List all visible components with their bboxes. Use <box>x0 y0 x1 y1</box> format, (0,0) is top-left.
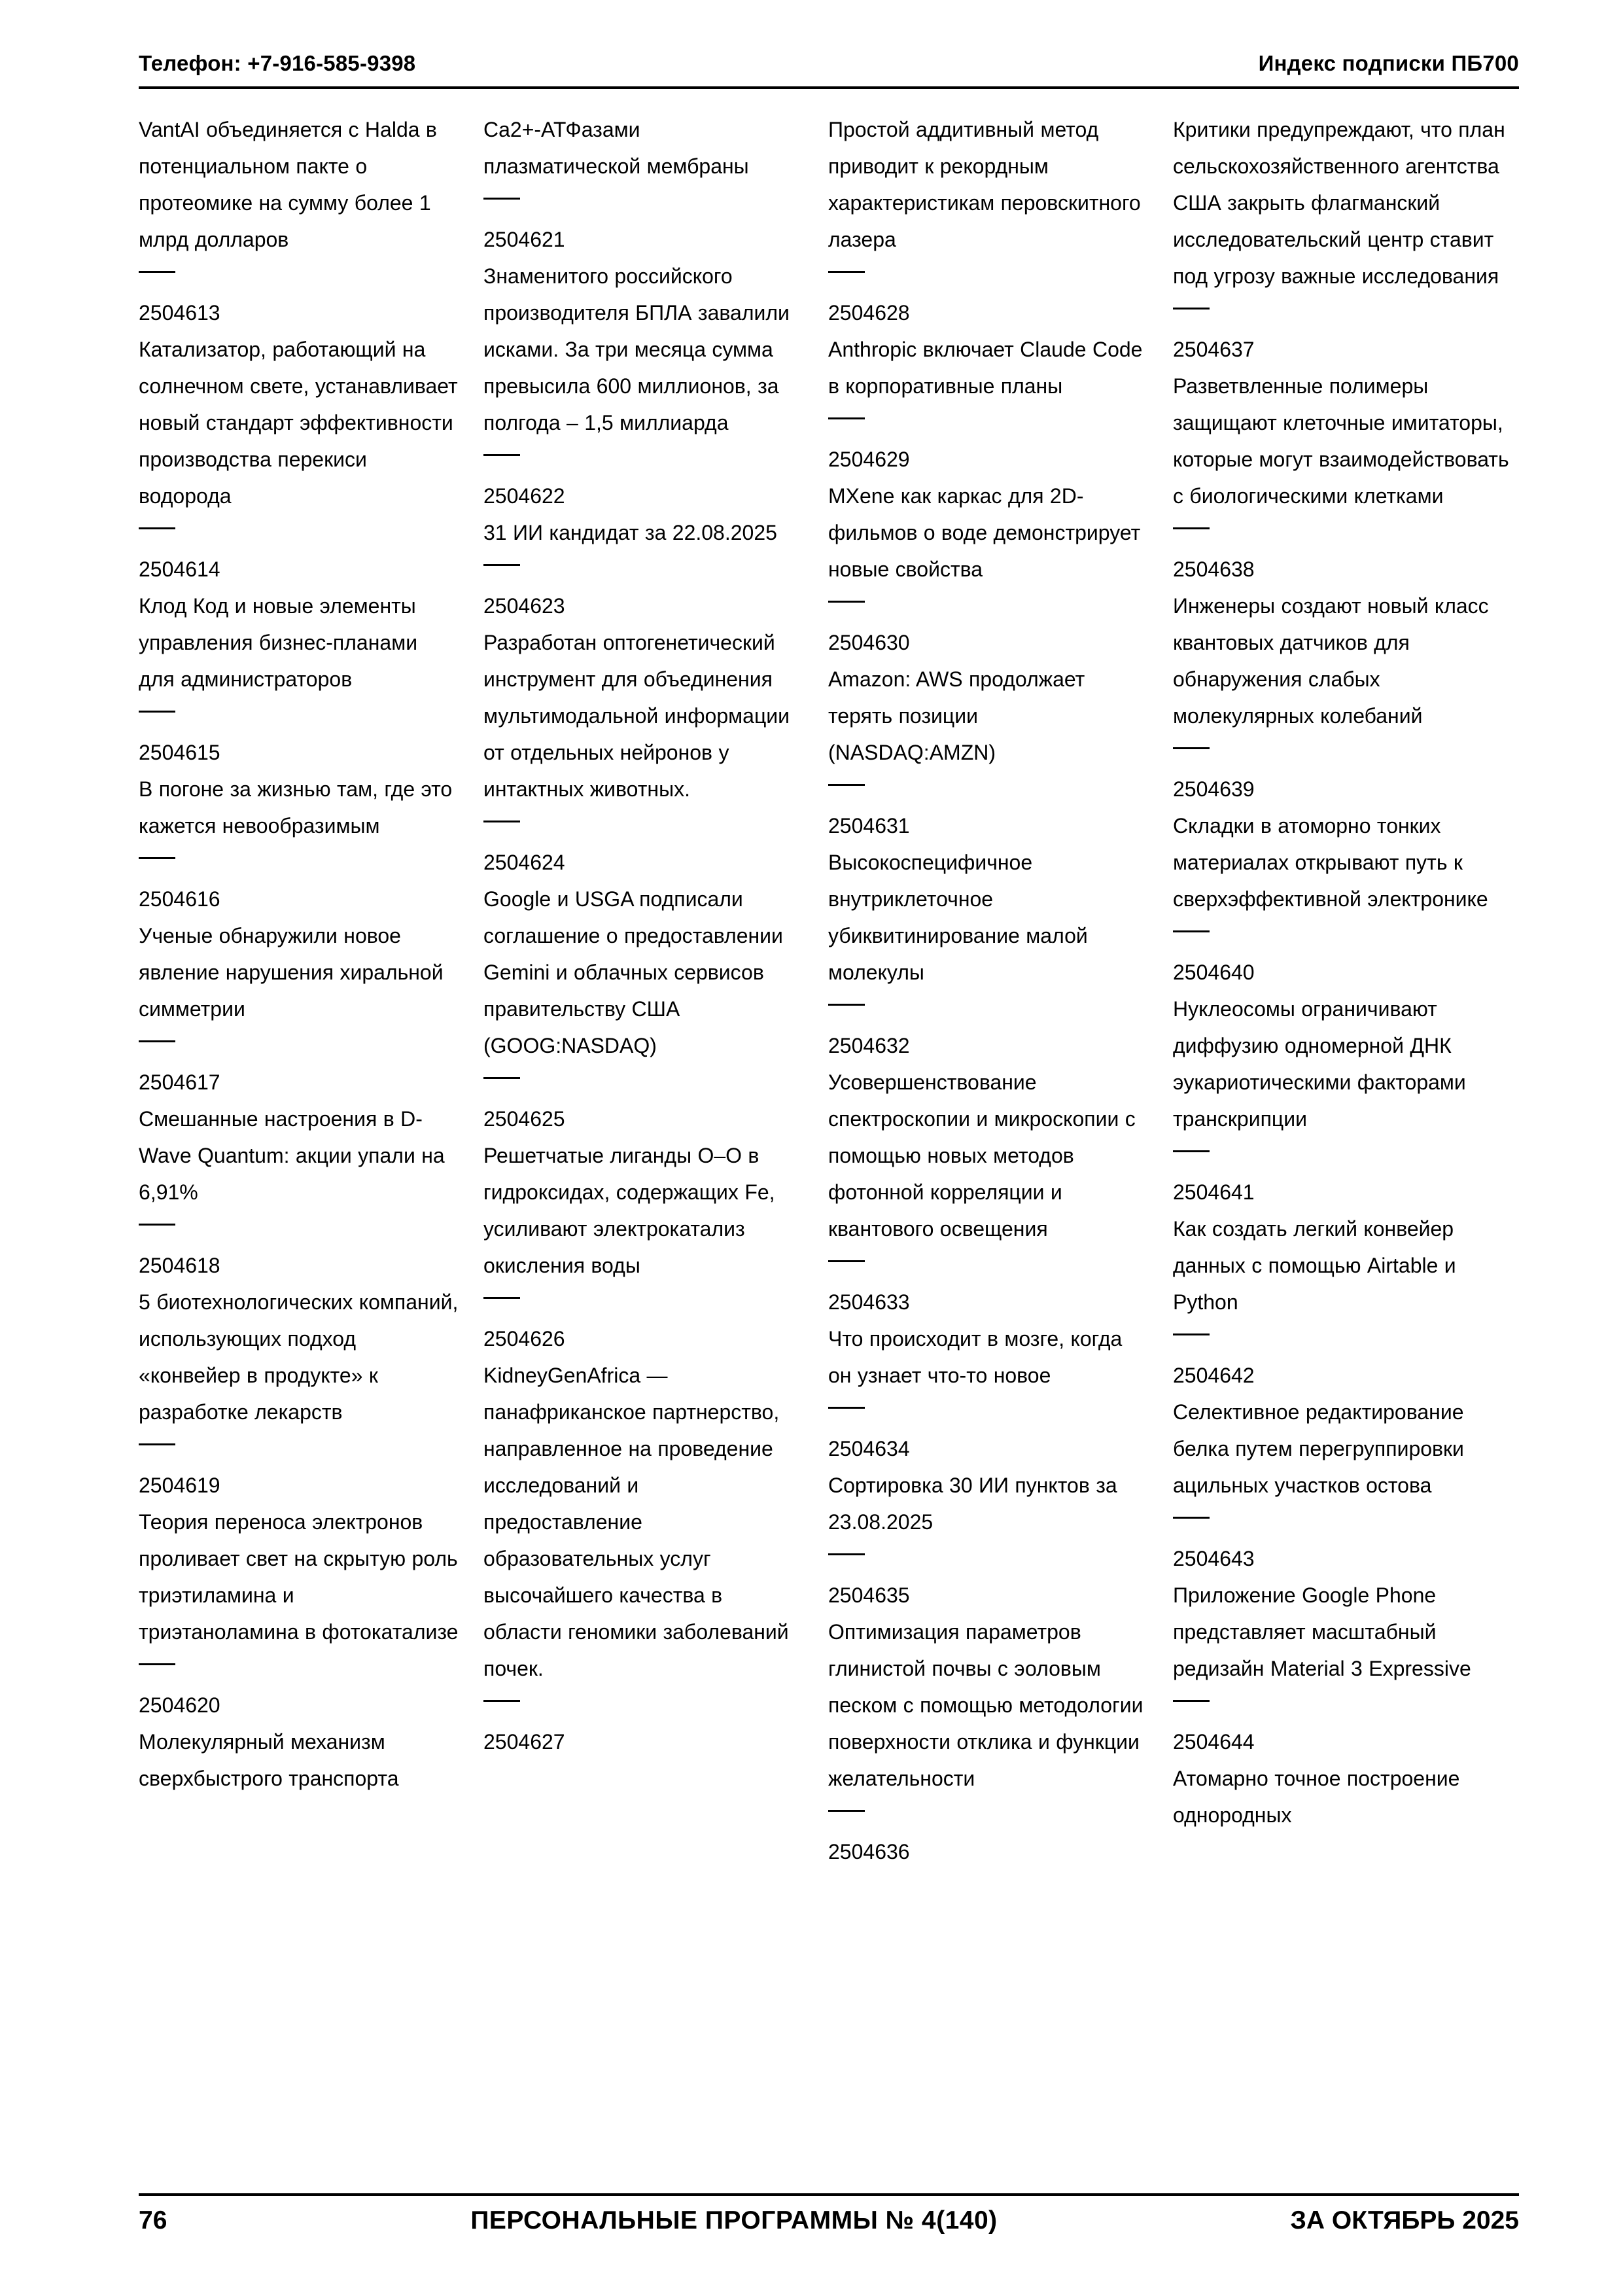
entry-id: 2504644 <box>1173 1730 1255 1754</box>
article-column <box>483 111 828 2166</box>
entry-title: Ученые обнаружили новое явление нарушения хиральной симметрии <box>139 924 444 1021</box>
entry-separator <box>828 1540 1148 1577</box>
header-subscription-index: Индекс подписки ПБ700 <box>1258 51 1519 75</box>
footer-divider <box>139 2193 1519 2196</box>
entry-separator <box>483 1687 803 1723</box>
entry-separator <box>828 1797 1148 1833</box>
entry-id: 2504643 <box>1173 1547 1255 1570</box>
entry-id: 2504626 <box>483 1327 565 1351</box>
entry-separator <box>828 258 1148 294</box>
entry-id: 2504640 <box>1173 961 1255 984</box>
entry-title: Google и USGA подписали соглашение о предоставлении Gemini и облачных сервисов правительству США (GOOG:NASDAQ) <box>483 887 783 1057</box>
entry-id: 2504619 <box>139 1474 220 1497</box>
entry-title: Amazon: AWS продолжает терять позиции (NASDAQ:AMZN) <box>828 667 1085 764</box>
article-column <box>1173 111 1518 2166</box>
entry-separator <box>1173 734 1518 771</box>
entry-separator <box>828 1247 1148 1284</box>
entry-title: Приложение Google Phone представляет масштабный редизайн Material 3 Expressive <box>1173 1583 1471 1680</box>
entry-id: 2504641 <box>1173 1180 1255 1204</box>
article-column <box>139 111 483 2166</box>
entry-title: В погоне за жизнью там, где это кажется невообразимым <box>139 777 453 838</box>
header-divider <box>139 86 1519 89</box>
page-header <box>139 51 1519 76</box>
entry-id: 2504637 <box>1173 338 1255 361</box>
entry-title: Теория переноса электронов проливает свет на скрытую роль триэтиламина и триэтаноламина в фотокатализе <box>139 1510 459 1644</box>
entry-separator <box>1173 1137 1518 1174</box>
entry-separator <box>828 771 1148 807</box>
entry-separator <box>828 588 1148 624</box>
entry-title: Катализатор, работающий на солнечном свете, устанавливает новый стандарт эффективности производства перекиси водорода <box>139 338 458 508</box>
entry-separator <box>483 185 803 221</box>
entry-separator <box>483 1064 803 1101</box>
entry-separator <box>139 1027 459 1064</box>
entry-id: 2504618 <box>139 1254 220 1277</box>
entry-title: Что происходит в мозге, когда он узнает что-то новое <box>828 1327 1123 1387</box>
entry-separator <box>139 698 459 734</box>
entry-title: MXene как каркас для 2D-фильмов о воде демонстрирует новые свойства <box>828 484 1141 581</box>
entry-title: Критики предупреждают, что план сельскохозяйственного агентства США закрыть флагманский исследовательский центр ставит под угрозу важные исследования <box>1173 118 1505 288</box>
entry-title: Селективное редактирование белка путем перегруппировки ацильных участков остова <box>1173 1400 1464 1497</box>
entry-id: 2504635 <box>828 1583 910 1607</box>
entry-id: 2504614 <box>139 557 220 581</box>
entry-title: Нуклеосомы ограничивают диффузию одномерной ДНК эукариотическими факторами транскрипции <box>1173 997 1466 1131</box>
entry-id: 2504633 <box>828 1290 910 1314</box>
entry-id: 2504634 <box>828 1437 910 1460</box>
entry-separator <box>139 1650 459 1687</box>
header-phone: Телефон: +7-916-585-9398 <box>139 51 416 75</box>
entry-id: 2504620 <box>139 1693 220 1717</box>
entry-separator <box>1173 514 1518 551</box>
entry-id: 2504613 <box>139 301 220 325</box>
entry-title: VantAI объединяется с Halda в потенциальном пакте о протеомике на сумму более 1 млрд долларов <box>139 118 437 251</box>
entry-id: 2504632 <box>828 1034 910 1057</box>
entry-title: 31 ИИ кандидат за 22.08.2025 <box>483 521 777 544</box>
entry-id: 2504629 <box>828 448 910 471</box>
entry-title: Усовершенствование спектроскопии и микроскопии с помощью новых методов фотонной корреляции и квантового освещения <box>828 1070 1136 1241</box>
entry-separator <box>828 1394 1148 1430</box>
entry-separator <box>1173 294 1518 331</box>
entry-id: 2504622 <box>483 484 565 508</box>
entry-separator <box>828 991 1148 1027</box>
article-column <box>828 111 1173 2166</box>
page-footer <box>139 2206 1519 2235</box>
entry-id: 2504628 <box>828 301 910 325</box>
entry-separator <box>139 258 459 294</box>
entry-title: KidneyGenAfrica — панафриканское партнерство, направленное на проведение исследований и предоставление образовательных услуг высочайшего качества в области геномики заболеваний почек. <box>483 1364 789 1680</box>
entry-title: Разветвленные полимеры защищают клеточные имитаторы, которые могут взаимодействовать с биологическими клетками <box>1173 374 1509 508</box>
entry-title: Складки в атоморно тонких материалах открывают путь к сверхэффективной электронике <box>1173 814 1488 911</box>
entry-separator <box>483 807 803 844</box>
entry-title: Как создать легкий конвейер данных с помощью Airtable и Python <box>1173 1217 1456 1314</box>
entry-title: Инженеры создают новый класс квантовых датчиков для обнаружения слабых молекулярных колебаний <box>1173 594 1489 728</box>
entry-separator <box>1173 917 1518 954</box>
entry-id: 2504627 <box>483 1730 565 1754</box>
entry-id: 2504636 <box>828 1840 910 1863</box>
entry-title: Высокоспецифичное внутриклеточное убиквитинирование малой молекулы <box>828 851 1088 984</box>
entry-separator <box>483 441 803 478</box>
entry-id: 2504616 <box>139 887 220 911</box>
entry-title: Атомарно точное построение однородных <box>1173 1767 1460 1827</box>
footer-journal-title: ПЕРСОНАЛЬНЫЕ ПРОГРАММЫ № 4(140) <box>470 2206 998 2234</box>
entry-separator <box>828 404 1148 441</box>
entry-separator <box>1173 1504 1518 1540</box>
entry-id: 2504639 <box>1173 777 1255 801</box>
entry-title: Клод Код и новые элементы управления бизнес-планами для администраторов <box>139 594 418 691</box>
footer-page-number: 76 <box>139 2206 167 2234</box>
entry-id: 2504638 <box>1173 557 1255 581</box>
entry-id: 2504631 <box>828 814 910 838</box>
entry-title: Решетчатые лиганды O–O в гидроксидах, содержащих Fe, усиливают электрокатализ окисления воды <box>483 1144 775 1277</box>
entry-separator <box>483 551 803 588</box>
entry-id: 2504615 <box>139 741 220 764</box>
entry-separator <box>1173 1320 1518 1357</box>
entry-title: Знаменитого российского производителя БПЛА завалили исками. За три месяца сумма превысила 600 миллионов, за полгода – 1,5 миллиарда <box>483 264 790 434</box>
entry-title: Разработан оптогенетический инструмент для объединения мультимодальной информации от отдельных нейронов у интактных животных. <box>483 631 790 801</box>
entry-id: 2504617 <box>139 1070 220 1094</box>
entry-id: 2504630 <box>828 631 910 654</box>
footer-issue-date: ЗА ОКТЯБРЬ 2025 <box>1290 2206 1519 2234</box>
entry-title: Простой аддитивный метод приводит к рекордным характеристикам перовскитного лазера <box>828 118 1141 251</box>
entry-id: 2504642 <box>1173 1364 1255 1387</box>
entry-title: 5 биотехнологических компаний, использующих подход «конвейер в продукте» к разработке лекарств <box>139 1290 459 1424</box>
entry-title: Смешанные настроения в D-Wave Quantum: акции упали на 6,91% <box>139 1107 445 1204</box>
entry-id: 2504623 <box>483 594 565 618</box>
entry-separator <box>483 1284 803 1320</box>
entry-id: 2504621 <box>483 228 565 251</box>
entry-separator <box>139 514 459 551</box>
entry-id: 2504625 <box>483 1107 565 1131</box>
entry-separator <box>139 1430 459 1467</box>
entry-separator <box>139 1210 459 1247</box>
entry-title: Молекулярный механизм сверхбыстрого транспорта <box>139 1730 399 1790</box>
article-columns <box>139 111 1519 2166</box>
entry-title: Оптимизация параметров глинистой почвы с эоловым песком с помощью методологии поверхности отклика и функции желательности <box>828 1620 1143 1790</box>
entry-title: Anthropic включает Claude Code в корпоративные планы <box>828 338 1143 398</box>
entry-title: Ca2+-АТФазами плазматической мембраны <box>483 118 749 178</box>
entry-separator <box>139 844 459 881</box>
entry-separator <box>1173 1687 1518 1723</box>
entry-title: Сортировка 30 ИИ пунктов за 23.08.2025 <box>828 1474 1117 1534</box>
entry-id: 2504624 <box>483 851 565 874</box>
